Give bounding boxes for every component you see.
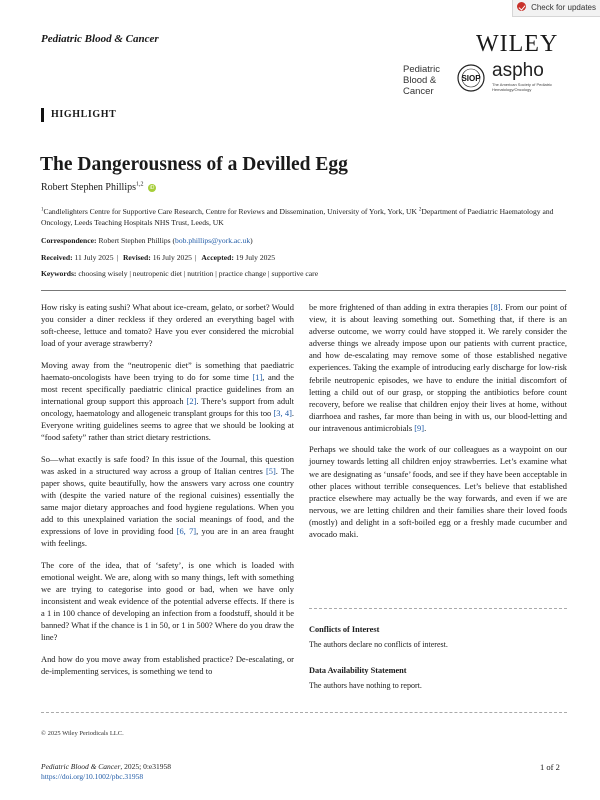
citation-link[interactable]: [5] bbox=[265, 465, 276, 476]
paragraph-text: Moving away from the “neutropenic diet” is something that paediatric haemato-oncologists have been trying to do for some time bbox=[41, 359, 294, 382]
aspho-subtitle: The American Society of Pediatric Hematology/Oncology bbox=[492, 82, 553, 92]
section-marker bbox=[41, 108, 44, 122]
paragraph-text: So—what exactly is safe food? In this issue of the Journal, this question was asked in a structured way across a group of Italian centres bbox=[41, 453, 294, 476]
paragraph-text: , and the most recent specifically paediatric clinical practice guidelines from an international group support this approach bbox=[41, 371, 294, 406]
paragraph-text: be more frightened of than adding in extra therapies bbox=[309, 302, 491, 312]
author-affil-sup: 1,2 bbox=[136, 181, 144, 188]
revised-date: 16 July 2025 bbox=[152, 253, 192, 262]
article-title: The Dangerousness of a Devilled Egg bbox=[40, 154, 348, 175]
affil-num: 1 bbox=[41, 207, 44, 213]
journal-name: Pediatric Blood & Cancer bbox=[41, 33, 159, 45]
footer-divider bbox=[41, 712, 567, 713]
check-for-updates-button[interactable] bbox=[512, 0, 600, 17]
author-name[interactable]: Robert Stephen Phillips bbox=[41, 182, 136, 193]
paragraph-text: Perhaps we should take the work of our colleagues as a waypoint on our journey towards letting all children enjoy strawberries. Let’s examine what we are designating as ‘unsafe’ foods, and see if they have been acceptable in other places without terrible consequences. Let’s believe that established practice elsewhere may actually be the way forwards, and even if we are nervous, we are letting children and their families share their loved foods (mostly) and delight in a soft-boiled egg or a freshly made cucumber and avocado maki. bbox=[309, 444, 568, 539]
paragraph-text: How risky is eating sushi? What about ice-cream, gelato, or sorbet? Would you consider a diner reckless if they ordered an everything bagel with soft-cheese, lettuce and tomato? Have you ever considered the microbial load of your average strawberry? bbox=[41, 302, 294, 349]
keywords-label: Keywords: bbox=[41, 269, 77, 278]
keywords-line bbox=[41, 269, 318, 279]
journal-logo-line: Blood & bbox=[403, 75, 437, 86]
publisher-logo: WILEY bbox=[476, 31, 559, 57]
footer-volume: , 2025; 0:e31958 bbox=[120, 762, 171, 771]
footer-journal: Pediatric Blood & Cancer bbox=[41, 762, 121, 771]
header-divider bbox=[41, 290, 566, 291]
citation-link[interactable]: [9] bbox=[414, 422, 425, 433]
affiliations bbox=[41, 206, 566, 228]
author-line bbox=[41, 182, 156, 193]
check-updates-icon bbox=[517, 2, 526, 11]
correspondence-label: Correspondence: bbox=[41, 236, 97, 245]
paragraph-text: . From our point of view, it is about leaving something out. Something that, if there is an adverse outcome, we worry could have stopped it. We rarely consider the adverse things we already impose upon our patients with current practice, and how de-escalating may remove some of those established negative experiences. Taking the example of introducing early discharge for low-risk febrile neutropenic episodes, we have to endure the initial discomfort of letting a child out of our grasp, or stopping the antibiotics before count recovery, before we realise that children enjoy their lives at home, without diarrhoea and rashes, far more than being in with us, our blood-letting and our intravenous antimicrobials bbox=[309, 302, 567, 433]
copyright: © 2025 Wiley Periodicals LLC. bbox=[41, 730, 124, 737]
journal-logo-line: Cancer bbox=[403, 86, 434, 97]
paragraph-text: . Everyone writing guidelines seems to agree that we should be looking at “food safety” rather than strict dietary restrictions. bbox=[41, 408, 294, 443]
data-availability-text: The authors have nothing to report. bbox=[309, 681, 422, 690]
citation-link[interactable]: [6, 7] bbox=[176, 526, 197, 537]
keywords: choosing wisely | neutropenic diet | nutrition | practice change | supportive care bbox=[78, 269, 319, 278]
journal-logo-line: Pediatric bbox=[403, 64, 440, 75]
paragraph bbox=[41, 359, 294, 444]
aspho-logo: aspho bbox=[492, 60, 544, 81]
paragraph bbox=[41, 653, 294, 677]
paragraph-text: . The paper shows, quite beautifully, how the answers vary across one country with (despite the varied nature of the regional cuisines) essentially the same major dietary approaches and food hygiene regulations. When you add to this unexplained variation the social meanings of food, and the expressions of love in providing food bbox=[41, 465, 294, 537]
paragraph bbox=[41, 301, 294, 349]
orcid-icon[interactable]: iD bbox=[149, 184, 155, 191]
correspondence-line: Correspondence: Robert Stephen Phillips (bob.phillips@york.ac.uk) bbox=[41, 236, 253, 245]
paragraph-text: And how do you move away from established practice? De-escalating, or de-implementing services, is something we tend to bbox=[41, 653, 294, 676]
check-updates-label: Check for updates bbox=[531, 3, 596, 12]
paragraph-text: The core of the idea, that of ‘safety’, is one which is loaded with emotional weight. We are, along with so many things, left with something we are trying to categorise into good or bad, when we have only inconsistent and weak evidence of the potential adverse effects. If there is a 1 in 100 chance of developing an infection from a foodstuff, should it be banned? What if the chance is 1 in 50, or 1 in 500? Where do you draw the line? bbox=[41, 559, 294, 643]
paragraph bbox=[41, 453, 294, 550]
correspondence-email[interactable]: bob.phillips@york.ac.uk bbox=[175, 236, 251, 245]
conflicts-heading: Conflicts of Interest bbox=[309, 625, 380, 634]
paragraph-text: . There’s support from adult oncology, haematology and allogeneic transplant groups for this too bbox=[41, 395, 295, 419]
paragraph-text: . bbox=[424, 422, 427, 433]
accepted-date: 19 July 2025 bbox=[235, 253, 276, 262]
siop-logo bbox=[450, 62, 492, 96]
paragraph bbox=[309, 301, 567, 434]
citation-link[interactable]: [2] bbox=[186, 395, 197, 406]
siop-logo-text: SIOP bbox=[461, 74, 481, 83]
paragraph bbox=[41, 559, 294, 644]
paragraph-text: , you are in an area fraught with feelings. bbox=[41, 526, 294, 549]
footer-citation bbox=[41, 762, 171, 782]
received-date: 11 July 2025 bbox=[74, 253, 114, 262]
statements-divider bbox=[309, 608, 567, 609]
affil-text: Department of Paediatric Haematology and Oncology, Leeds Teaching Hospitals NHS Trust, Leeds, UK bbox=[41, 207, 554, 227]
citation-link[interactable]: [8] bbox=[490, 302, 501, 312]
dates-line: Received: 11 July 2025 | Revised: 16 July 2025 | Accepted: 19 July 2025 bbox=[41, 253, 276, 262]
citation-link[interactable]: [1] bbox=[252, 371, 263, 382]
affil-text: Candlelighters Centre for Supportive Care Research, Centre for Reviews and Dissemination, University of York, York, UK bbox=[43, 207, 418, 216]
affil-num: 2 bbox=[418, 207, 422, 213]
accepted-label: Accepted: bbox=[201, 253, 234, 262]
paragraph bbox=[309, 443, 567, 540]
doi-link[interactable]: https://doi.org/10.1002/pbc.31958 bbox=[41, 772, 144, 781]
conflicts-text: The authors declare no conflicts of interest. bbox=[309, 640, 448, 649]
correspondence-name: Robert Stephen Phillips bbox=[98, 236, 171, 245]
data-availability-heading: Data Availability Statement bbox=[309, 666, 407, 675]
article-section-label: HIGHLIGHT bbox=[51, 109, 117, 120]
page-number: 1 of 2 bbox=[540, 762, 560, 772]
body-column-left bbox=[41, 301, 294, 686]
body-column-right bbox=[309, 301, 567, 549]
citation-link[interactable]: [3, 4] bbox=[273, 408, 292, 419]
received-label: Received: bbox=[41, 253, 73, 262]
revised-label: Revised: bbox=[122, 253, 151, 262]
